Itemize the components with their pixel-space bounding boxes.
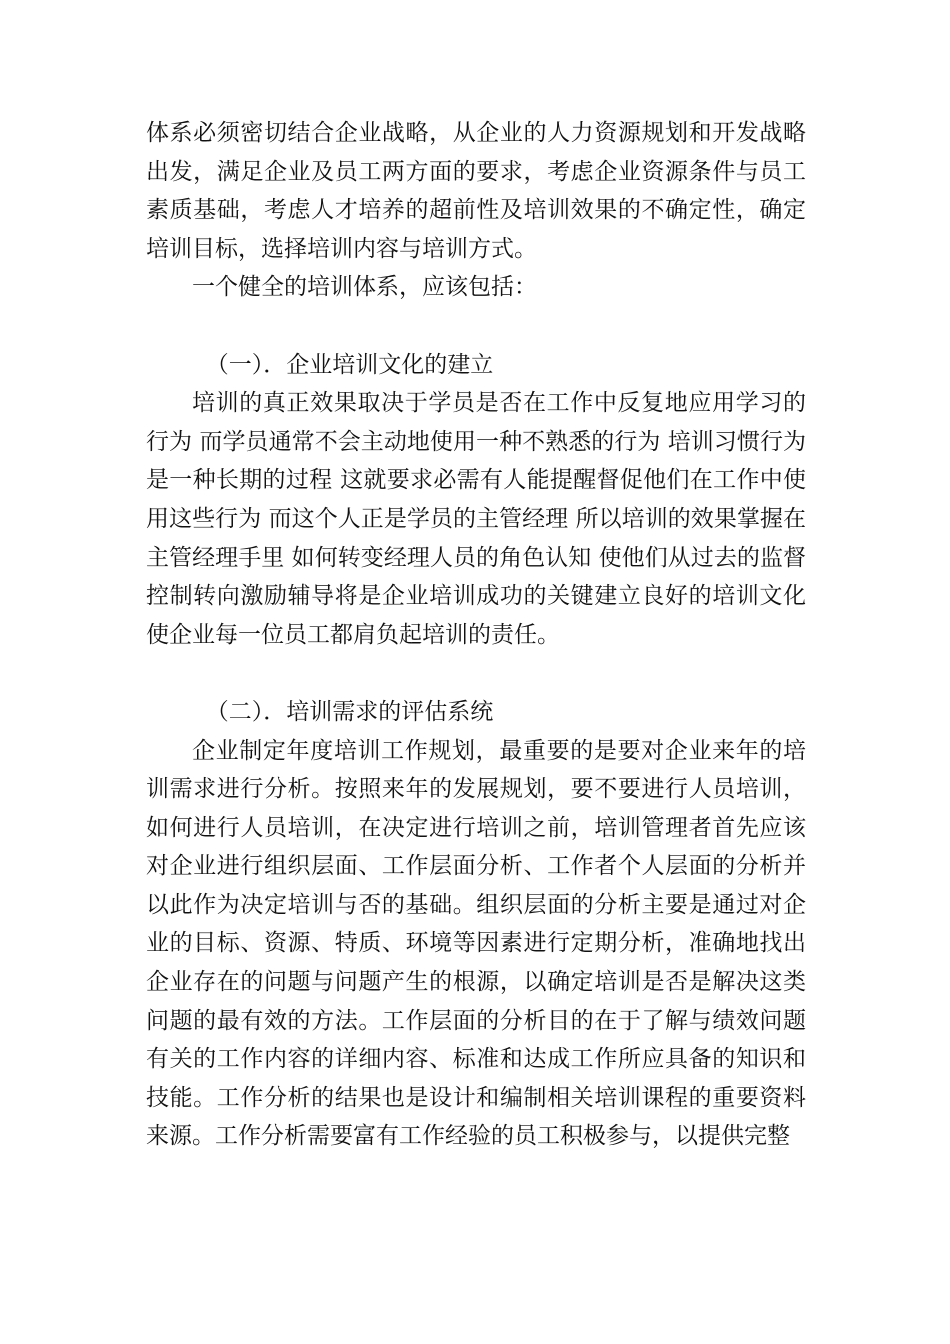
- document-body: [146, 114, 806, 1156]
- section-heading-2: （二）．培训需求的评估系统: [205, 698, 494, 725]
- paragraph-intro: 一个健全的培训体系，应该包括：: [192, 274, 537, 301]
- paragraph-continuation: 体系必须密切结合企业战略，从企业的人力资源规划和开发战略出发，满足企业及员工两方面的要求，考虑企业资源条件与员工素质基础，考虑人才培养的超前性及培训效果的不确定性，确定培训目标，选择培训内容与培训方式。: [146, 120, 806, 262]
- paragraph-needs-assessment: 企业制定年度培训工作规划，最重要的是要对企业来年的培训需求进行分析。按照来年的发展规划，要不要进行人员培训，如何进行人员培训，在决定进行培训之前，培训管理者首先应该对企业进行组织层面、工作层面分析、工作者个人层面的分析并以此作为决定培训与否的基础。组织层面的分析主要是通过对企业的目标、资源、特质、环境等因素进行定期分析，准确地找出企业存在的问题与问题产生的根源，以确定培训是否是解决这类问题的最有效的方法。工作层面的分析目的在于了解与绩效问题有关的工作内容的详细内容、标准和达成工作所应具备的知识和技能。工作分析的结果也是设计和编制相关培训课程的重要资料来源。工作分析需要富有工作经验的员工积极参与，以提供完整: [146, 737, 806, 1150]
- paragraph-training-culture: 培训的真正效果取决于学员是否在工作中反复地应用学习的行为 而学员通常不会主动地使用一种不熟悉的行为 培训习惯行为是一种长期的过程 这就要求必需有人能提醒督促他们在工作中使用这些行为 而这个人正是学员的主管经理 所以培训的效果掌握在主管经理手里 如何转变经理人员的角色认知 使他们从过去的监督 控制转向激励辅导将是企业培训成功的关键建立良好的培训文化使企业每一位员工都肩负起培训的责任。: [146, 390, 806, 648]
- section-heading-1: （一）．企业培训文化的建立: [205, 351, 494, 378]
